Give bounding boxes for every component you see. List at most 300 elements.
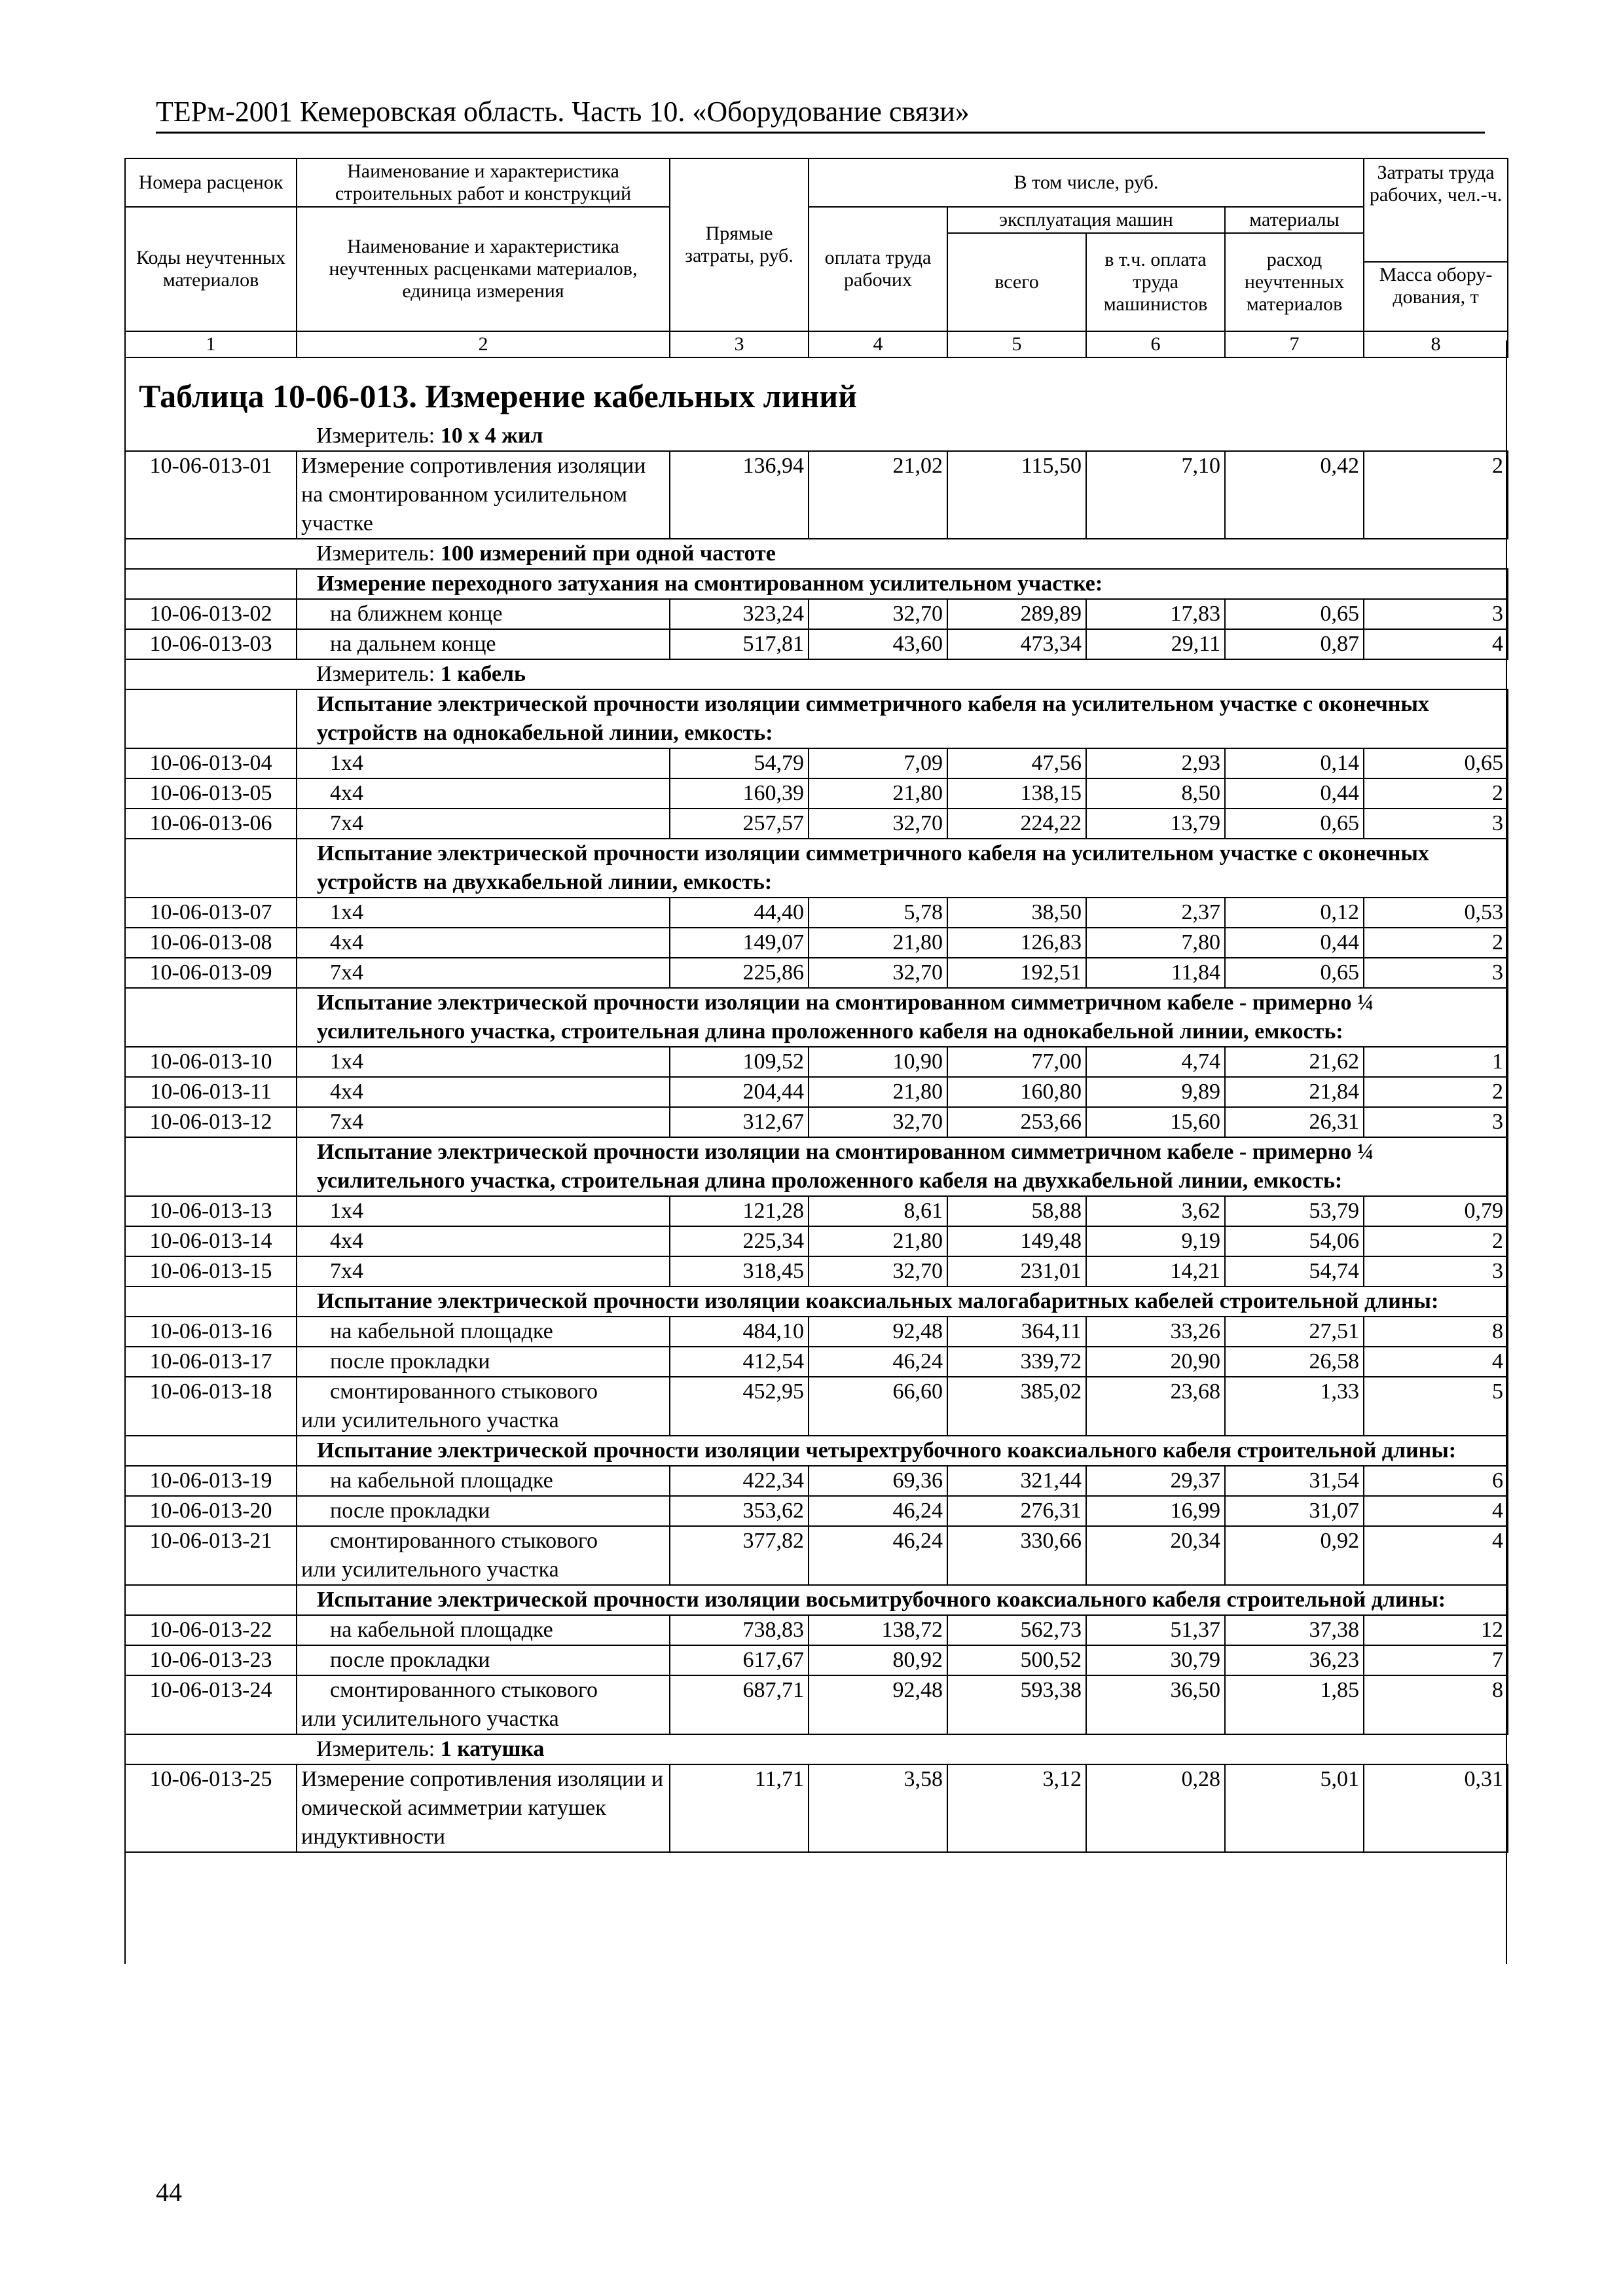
measure-unit [297, 539, 1508, 569]
rate-code: 10-06-013-18 [125, 1377, 297, 1436]
measure-label: Измеритель: [316, 541, 435, 566]
group-heading: Испытание электрической прочности изоляции коаксиальных малогабаритных кабелей строительной длины: [297, 1286, 1508, 1317]
rate-name [297, 1077, 670, 1107]
value-v6: 15,60 [1086, 1107, 1225, 1137]
group-heading-row [125, 1436, 1508, 1466]
rate-name [297, 1317, 670, 1347]
value-v3: 11,71 [670, 1764, 809, 1852]
rate-name-text: 4х4 [330, 930, 363, 955]
value-v8: 8 [1364, 1317, 1508, 1347]
value-v5: 330,66 [947, 1526, 1086, 1585]
col-number: 3 [670, 331, 809, 357]
empty-cell [125, 1286, 297, 1317]
measure-label: Измеритель: [316, 662, 435, 686]
group-heading-row [125, 569, 1508, 599]
rate-name [297, 1645, 670, 1675]
table-row [125, 1047, 1508, 1077]
value-v8: 3 [1364, 1107, 1508, 1137]
value-v6: 33,26 [1086, 1317, 1225, 1347]
rate-code: 10-06-013-04 [125, 748, 297, 778]
value-v5: 149,48 [947, 1226, 1086, 1256]
rate-name-text: на кабельной площадке [330, 1468, 553, 1493]
rate-name-text: 7х4 [330, 1259, 363, 1283]
rate-name-text: 1х4 [330, 751, 363, 775]
value-v8: 4 [1364, 1526, 1508, 1585]
value-v3: 160,39 [670, 778, 809, 809]
measure-label: Измеритель: [316, 1737, 435, 1761]
rate-name-continuation: или усилительного участка [301, 1408, 559, 1432]
value-v4: 32,70 [809, 599, 947, 629]
measure-value: 100 измерений при одной частоте [440, 541, 776, 566]
value-v3: 687,71 [670, 1675, 809, 1734]
rate-code: 10-06-013-19 [125, 1466, 297, 1496]
value-v3: 353,62 [670, 1496, 809, 1526]
rate-code: 10-06-013-02 [125, 599, 297, 629]
rate-code: 10-06-013-15 [125, 1256, 297, 1286]
value-v3: 422,34 [670, 1466, 809, 1496]
rate-code: 10-06-013-24 [125, 1675, 297, 1734]
empty-cell [125, 422, 297, 451]
value-v3: 121,28 [670, 1196, 809, 1226]
value-v3: 617,67 [670, 1645, 809, 1675]
rate-name-text: Измерение сопротивления изоляции и омической асимметрии катушек индуктивности [301, 1767, 664, 1849]
col-8-top: Затраты труда рабочих, чел.-ч. [1364, 159, 1507, 263]
value-v5: 126,83 [947, 928, 1086, 958]
value-v4: 8,61 [809, 1196, 947, 1226]
measure-unit [297, 659, 1508, 689]
value-v3: 149,07 [670, 928, 809, 958]
table-row [125, 809, 1508, 839]
rate-code: 10-06-013-12 [125, 1107, 297, 1137]
measure-unit-row [125, 659, 1508, 689]
value-v6: 0,28 [1086, 1764, 1225, 1852]
rate-name-text: смонтированного стыкового [330, 1379, 598, 1404]
rate-name [297, 778, 670, 809]
table-row [125, 1226, 1508, 1256]
col-6-header: в т.ч. оплата труда машинистов [1086, 233, 1225, 331]
value-v7: 54,74 [1225, 1256, 1364, 1286]
value-v6: 9,19 [1086, 1226, 1225, 1256]
value-v4: 21,80 [809, 928, 947, 958]
rate-name [297, 1615, 670, 1645]
empty-cell [125, 1137, 297, 1196]
value-v5: 562,73 [947, 1615, 1086, 1645]
rate-code: 10-06-013-10 [125, 1047, 297, 1077]
col-2-bottom: Наименование и характеристика неучтенных расценками материалов, единица измерения [297, 207, 670, 331]
value-v6: 2,37 [1086, 898, 1225, 928]
value-v6: 3,62 [1086, 1196, 1225, 1226]
rate-code: 10-06-013-03 [125, 629, 297, 659]
rate-name-text: на кабельной площадке [330, 1618, 553, 1642]
value-v3: 323,24 [670, 599, 809, 629]
empty-cell [125, 539, 297, 569]
value-v6: 36,50 [1086, 1675, 1225, 1734]
value-v5: 115,50 [947, 451, 1086, 539]
rate-name [297, 928, 670, 958]
rate-name [297, 1764, 670, 1852]
rate-name [297, 1196, 670, 1226]
rate-name [297, 629, 670, 659]
value-v6: 9,89 [1086, 1077, 1225, 1107]
rate-name-continuation: или усилительного участка [301, 1558, 559, 1582]
rate-name [297, 1347, 670, 1377]
value-v7: 0,12 [1225, 898, 1364, 928]
value-v4: 43,60 [809, 629, 947, 659]
value-v7: 36,23 [1225, 1645, 1364, 1675]
table-row [125, 451, 1508, 539]
measure-value: 1 катушка [440, 1737, 545, 1761]
value-v8: 2 [1364, 778, 1508, 809]
value-v6: 7,10 [1086, 451, 1225, 539]
measure-unit-row [125, 1734, 1508, 1764]
value-v3: 452,95 [670, 1377, 809, 1436]
measure-value: 10 х 4 жил [440, 424, 543, 448]
value-v7: 27,51 [1225, 1317, 1364, 1347]
col-number: 4 [809, 331, 947, 357]
value-v7: 31,54 [1225, 1466, 1364, 1496]
rate-code: 10-06-013-05 [125, 778, 297, 809]
measure-unit [297, 1734, 1508, 1764]
rate-code: 10-06-013-08 [125, 928, 297, 958]
value-v6: 51,37 [1086, 1615, 1225, 1645]
value-v6: 17,83 [1086, 599, 1225, 629]
table-row [125, 1107, 1508, 1137]
rate-name-text: на дальнем конце [330, 632, 496, 656]
value-v6: 29,37 [1086, 1466, 1225, 1496]
table-row [125, 1645, 1508, 1675]
value-v6: 4,74 [1086, 1047, 1225, 1077]
value-v3: 484,10 [670, 1317, 809, 1347]
measure-unit-row [125, 539, 1508, 569]
rate-name-text: после прокладки [330, 1499, 490, 1523]
rate-code: 10-06-013-09 [125, 958, 297, 988]
table-row [125, 1256, 1508, 1286]
col-number: 2 [297, 331, 670, 357]
value-v3: 412,54 [670, 1347, 809, 1377]
value-v7: 1,85 [1225, 1675, 1364, 1734]
table-row [125, 1675, 1508, 1734]
value-v5: 289,89 [947, 599, 1086, 629]
value-v3: 312,67 [670, 1107, 809, 1137]
column-header-table [124, 158, 1508, 358]
value-v7: 53,79 [1225, 1196, 1364, 1226]
rate-name [297, 1496, 670, 1526]
measure-unit [297, 422, 1508, 451]
col-number: 8 [1364, 331, 1508, 357]
value-v5: 47,56 [947, 748, 1086, 778]
table-row [125, 599, 1508, 629]
value-v4: 7,09 [809, 748, 947, 778]
value-v5: 473,34 [947, 629, 1086, 659]
col-1-top: Номера расценок [125, 158, 297, 207]
table-row [125, 958, 1508, 988]
value-v6: 23,68 [1086, 1377, 1225, 1436]
value-v6: 11,84 [1086, 958, 1225, 988]
rate-name-text: 1х4 [330, 1199, 363, 1223]
col-8-bottom: Масса обору-дования, т [1379, 264, 1493, 308]
rate-name-text: 1х4 [330, 900, 363, 924]
value-v5: 224,22 [947, 809, 1086, 839]
rate-name-text: 7х4 [330, 960, 363, 985]
group-heading-row [125, 988, 1508, 1047]
rate-code: 10-06-013-22 [125, 1615, 297, 1645]
col-4-header: оплата труда рабочих [809, 207, 947, 331]
value-v8: 3 [1364, 958, 1508, 988]
value-v5: 253,66 [947, 1107, 1086, 1137]
rate-code: 10-06-013-16 [125, 1317, 297, 1347]
group-heading-row [125, 839, 1508, 898]
value-v8: 7 [1364, 1645, 1508, 1675]
value-v3: 257,57 [670, 809, 809, 839]
table-row [125, 778, 1508, 809]
value-v4: 21,80 [809, 778, 947, 809]
empty-cell [125, 689, 297, 748]
value-v6: 2,93 [1086, 748, 1225, 778]
value-v3: 44,40 [670, 898, 809, 928]
rate-name [297, 809, 670, 839]
group-heading: Испытание электрической прочности изоляции симметричного кабеля на усилительном участке с оконечных устройств на двухкабельной линии, емкость: [297, 839, 1508, 898]
col-number: 7 [1225, 331, 1364, 357]
value-v8: 3 [1364, 599, 1508, 629]
value-v3: 377,82 [670, 1526, 809, 1585]
rate-name-text: смонтированного стыкового [330, 1678, 598, 1702]
group-heading-row [125, 1137, 1508, 1196]
col-2-top: Наименование и характеристика строительных работ и конструкций [297, 158, 670, 207]
value-v7: 26,58 [1225, 1347, 1364, 1377]
rate-name-text: на ближнем конце [330, 602, 503, 626]
value-v4: 3,58 [809, 1764, 947, 1852]
value-v5: 593,38 [947, 1675, 1086, 1734]
rate-name [297, 958, 670, 988]
value-v5: 192,51 [947, 958, 1086, 988]
value-v7: 0,44 [1225, 778, 1364, 809]
group-heading-row [125, 1585, 1508, 1615]
value-v7: 0,65 [1225, 958, 1364, 988]
value-v5: 364,11 [947, 1317, 1086, 1347]
rate-code: 10-06-013-07 [125, 898, 297, 928]
value-v8: 2 [1364, 928, 1508, 958]
value-v8: 0,65 [1364, 748, 1508, 778]
rates-table [124, 422, 1508, 1853]
table-row [125, 1196, 1508, 1226]
value-v4: 32,70 [809, 1256, 947, 1286]
value-v6: 29,11 [1086, 629, 1225, 659]
group-heading-row [125, 689, 1508, 748]
table-row [125, 1526, 1508, 1585]
value-v5: 38,50 [947, 898, 1086, 928]
table-row [125, 748, 1508, 778]
value-v5: 3,12 [947, 1764, 1086, 1852]
rate-name [297, 599, 670, 629]
group-heading: Испытание электрической прочности изоляции восьмитрубочного коаксиального кабеля строительной длины: [297, 1585, 1508, 1615]
value-v7: 0,44 [1225, 928, 1364, 958]
rate-name [297, 451, 670, 539]
value-v8: 4 [1364, 629, 1508, 659]
table-row [125, 1466, 1508, 1496]
rate-name [297, 1377, 670, 1436]
measure-value: 1 кабель [440, 662, 526, 686]
machines-header: эксплуатация машин [947, 207, 1225, 233]
value-v7: 21,62 [1225, 1047, 1364, 1077]
value-v8: 0,79 [1364, 1196, 1508, 1226]
value-v4: 92,48 [809, 1675, 947, 1734]
value-v4: 138,72 [809, 1615, 947, 1645]
rate-name [297, 1047, 670, 1077]
value-v7: 54,06 [1225, 1226, 1364, 1256]
rate-code: 10-06-013-13 [125, 1196, 297, 1226]
value-v7: 0,42 [1225, 451, 1364, 539]
empty-cell [125, 988, 297, 1047]
value-v4: 21,02 [809, 451, 947, 539]
value-v8: 4 [1364, 1347, 1508, 1377]
group-heading-row [125, 1286, 1508, 1317]
rate-name-text: Измерение сопротивления изоляции на смонтированном усилительном участке [301, 454, 646, 536]
value-v5: 276,31 [947, 1496, 1086, 1526]
rate-name-text: на кабельной площадке [330, 1319, 553, 1343]
value-v5: 58,88 [947, 1196, 1086, 1226]
value-v3: 318,45 [670, 1256, 809, 1286]
rate-code: 10-06-013-11 [125, 1077, 297, 1107]
value-v4: 5,78 [809, 898, 947, 928]
empty-cell [125, 569, 297, 599]
rate-code: 10-06-013-21 [125, 1526, 297, 1585]
rate-name [297, 748, 670, 778]
value-v7: 0,87 [1225, 629, 1364, 659]
col-5-header: всего [947, 233, 1086, 331]
value-v6: 16,99 [1086, 1496, 1225, 1526]
value-v4: 21,80 [809, 1077, 947, 1107]
rate-code: 10-06-013-20 [125, 1496, 297, 1526]
page-number: 44 [156, 2178, 182, 2207]
value-v3: 109,52 [670, 1047, 809, 1077]
empty-cell [125, 659, 297, 689]
rate-name-continuation: или усилительного участка [301, 1707, 559, 1731]
value-v6: 8,50 [1086, 778, 1225, 809]
value-v5: 339,72 [947, 1347, 1086, 1377]
group-heading: Испытание электрической прочности изоляции четырехтрубочного коаксиального кабеля строительной длины: [297, 1436, 1508, 1466]
value-v6: 20,90 [1086, 1347, 1225, 1377]
rate-name-text: после прокладки [330, 1648, 490, 1672]
rate-code: 10-06-013-25 [125, 1764, 297, 1852]
value-v4: 80,92 [809, 1645, 947, 1675]
in-total-header: В том числе, руб. [809, 158, 1364, 207]
rate-name [297, 898, 670, 928]
group-heading: Испытание электрической прочности изоляции симметричного кабеля на усилительном участке с оконечных устройств на однокабельной линии, емкость: [297, 689, 1508, 748]
col-3-header: Прямые затраты, руб. [670, 158, 809, 331]
rate-name-text: 4х4 [330, 1229, 363, 1253]
rate-code: 10-06-013-23 [125, 1645, 297, 1675]
col-number: 6 [1086, 331, 1225, 357]
value-v5: 385,02 [947, 1377, 1086, 1436]
value-v8: 12 [1364, 1615, 1508, 1645]
table-title: Таблица 10-06-013. Измерение кабельных линий [139, 378, 857, 414]
value-v8: 6 [1364, 1466, 1508, 1496]
value-v8: 2 [1364, 451, 1508, 539]
value-v7: 31,07 [1225, 1496, 1364, 1526]
value-v5: 138,15 [947, 778, 1086, 809]
value-v3: 517,81 [670, 629, 809, 659]
rate-name [297, 1526, 670, 1585]
table-row [125, 1496, 1508, 1526]
value-v8: 3 [1364, 809, 1508, 839]
group-heading: Испытание электрической прочности изоляции на смонтированном симметричном кабеле - примерно ¼ усилительного участка, строительная длина проложенного кабеля на однокабельной линии, емкость: [297, 988, 1508, 1047]
value-v6: 30,79 [1086, 1645, 1225, 1675]
value-v8: 1 [1364, 1047, 1508, 1077]
rate-name-text: 7х4 [330, 1110, 363, 1134]
value-v4: 46,24 [809, 1496, 947, 1526]
group-heading: Измерение переходного затухания на смонтированном усилительном участке: [297, 569, 1508, 599]
value-v8: 8 [1364, 1675, 1508, 1734]
value-v3: 225,86 [670, 958, 809, 988]
value-v4: 46,24 [809, 1526, 947, 1585]
rate-name [297, 1107, 670, 1137]
rate-code: 10-06-013-14 [125, 1226, 297, 1256]
empty-cell [125, 1585, 297, 1615]
page-header: ТЕРм-2001 Кемеровская область. Часть 10. «Оборудование связи» [156, 95, 1485, 134]
rate-name-text: смонтированного стыкового [330, 1529, 598, 1553]
value-v4: 46,24 [809, 1347, 947, 1377]
value-v4: 66,60 [809, 1377, 947, 1436]
rate-code: 10-06-013-01 [125, 451, 297, 539]
rate-name [297, 1256, 670, 1286]
value-v4: 32,70 [809, 809, 947, 839]
value-v7: 0,65 [1225, 809, 1364, 839]
value-v6: 7,80 [1086, 928, 1225, 958]
value-v8: 0,31 [1364, 1764, 1508, 1852]
rate-code: 10-06-013-06 [125, 809, 297, 839]
value-v7: 21,84 [1225, 1077, 1364, 1107]
measure-unit-row [125, 422, 1508, 451]
table-body [124, 340, 1507, 1964]
value-v8: 0,53 [1364, 898, 1508, 928]
value-v3: 54,79 [670, 748, 809, 778]
value-v6: 13,79 [1086, 809, 1225, 839]
value-v6: 20,34 [1086, 1526, 1225, 1585]
value-v4: 69,36 [809, 1466, 947, 1496]
value-v4: 21,80 [809, 1226, 947, 1256]
value-v5: 160,80 [947, 1077, 1086, 1107]
group-heading: Испытание электрической прочности изоляции на смонтированном симметричном кабеле - примерно ¼ усилительного участка, строительная длина проложенного кабеля на двухкабельной линии, емкость: [297, 1137, 1508, 1196]
value-v7: 5,01 [1225, 1764, 1364, 1852]
empty-cell [125, 839, 297, 898]
measure-label: Измеритель: [316, 424, 435, 448]
value-v5: 321,44 [947, 1466, 1086, 1496]
value-v4: 32,70 [809, 958, 947, 988]
value-v5: 500,52 [947, 1645, 1086, 1675]
value-v8: 3 [1364, 1256, 1508, 1286]
rate-name-text: 1х4 [330, 1049, 363, 1074]
value-v4: 10,90 [809, 1047, 947, 1077]
value-v8: 2 [1364, 1226, 1508, 1256]
value-v4: 32,70 [809, 1107, 947, 1137]
table-row [125, 1317, 1508, 1347]
table-row [125, 1377, 1508, 1436]
col-number: 5 [947, 331, 1086, 357]
value-v7: 0,14 [1225, 748, 1364, 778]
table-row [125, 1764, 1508, 1852]
value-v5: 77,00 [947, 1047, 1086, 1077]
rate-name-text: 4х4 [330, 1080, 363, 1104]
rate-name [297, 1675, 670, 1734]
value-v3: 204,44 [670, 1077, 809, 1107]
value-v7: 1,33 [1225, 1377, 1364, 1436]
rate-name [297, 1226, 670, 1256]
value-v7: 26,31 [1225, 1107, 1364, 1137]
value-v3: 225,34 [670, 1226, 809, 1256]
col-number: 1 [125, 331, 297, 357]
rate-name-text: 4х4 [330, 781, 363, 805]
table-row [125, 629, 1508, 659]
